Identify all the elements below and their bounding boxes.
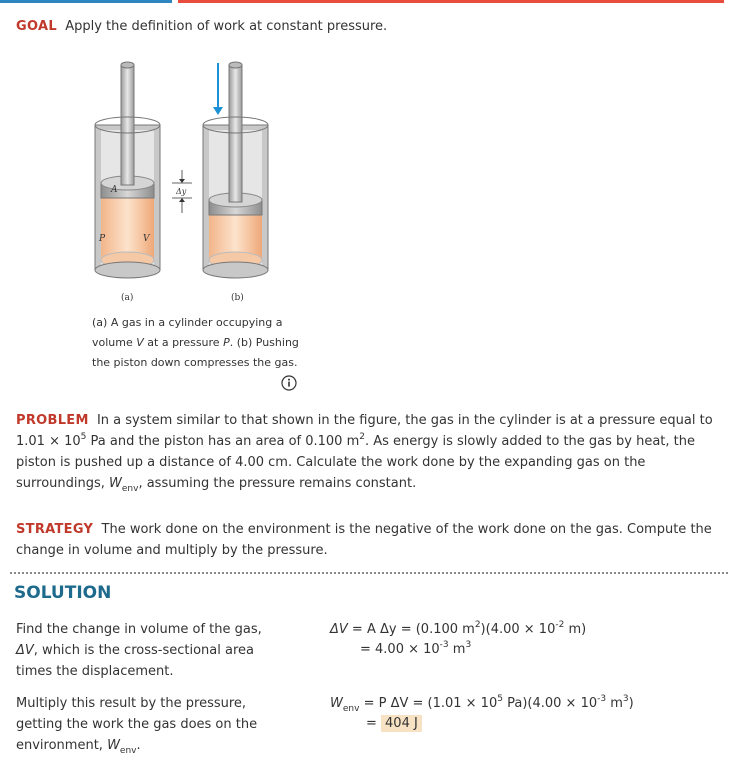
final-answer: 404 J xyxy=(381,715,422,732)
equation-2: $W_{env} = P$ $\Delta V = (1.01 \times 10^5$ $Pa)(4.00 \times 10^{-3}$ $m^3$) = 404 J xyxy=(330,694,634,731)
label-part-a: (a) xyxy=(121,293,134,303)
label-p: P xyxy=(99,234,106,244)
label-v: V xyxy=(143,234,150,244)
strategy-text: The work done on the environment is the negative of the work done on the gas. Compute the change in volume and multiply by the pressure. xyxy=(16,522,712,558)
equation-1: ΔV = A Δy = (0.100 $m^2)(4.00 \times 10^{-2}$ m) = $4.00 \times 10^{-3}$ $m^3$ xyxy=(330,620,587,657)
label-part-b: (b) xyxy=(231,293,244,303)
label-delta-y: Δy xyxy=(176,187,187,196)
strategy-section xyxy=(16,519,731,561)
strategy-label: STRATEGY xyxy=(16,522,94,537)
solution-title: SOLUTION xyxy=(14,583,112,603)
goal-label: GOAL xyxy=(16,19,57,34)
info-icon[interactable] xyxy=(281,375,297,391)
cylinder-a xyxy=(95,62,160,278)
cylinder-b xyxy=(203,62,268,278)
goal-section xyxy=(16,16,387,37)
piston-cylinder-figure xyxy=(80,55,290,305)
goal-text: Apply the definition of work at constant pressure. xyxy=(65,19,388,34)
solution-step-2: Multiply this result by the pressure, getting the work the gas does on the environment, $W_{env}$. xyxy=(16,696,258,756)
section-divider xyxy=(10,572,728,574)
top-bar-blue-segment xyxy=(0,0,172,3)
delta-y-marker xyxy=(172,170,192,213)
figure-caption: (a) A gas in a cylinder occupying a volume V at a pressure P. (b) Pushing the piston down compresses the gas. xyxy=(92,316,299,369)
top-progress-bar xyxy=(0,0,746,4)
problem-section: PROBLEM In a system similar to that shown in the figure, the gas in the cylinder is at a pressure equal to $1.01 \times 10^5$ Pa and the piston has an area of 0.100 $m^2$. As energy is slowly added to the gas by heat, the piston is pushed up a distance of 4.00 cm. Calculate the work done by the expanding gas on the surroundings, $W_{env}$, assuming the pressure remains constant. xyxy=(16,413,713,494)
label-a: A xyxy=(111,185,118,195)
problem-label: PROBLEM xyxy=(16,413,89,428)
top-bar-red-segment xyxy=(178,0,724,3)
solution-step-1: Find the change in volume of the gas, ΔV, which is the cross-sectional area times the displacement. xyxy=(16,622,262,679)
